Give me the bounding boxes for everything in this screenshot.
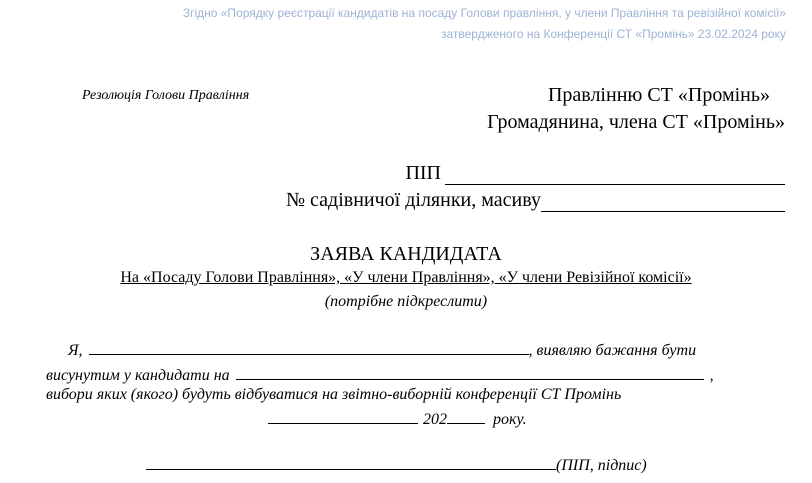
body-line-3: вибори яких (якого) будуть відбуватися на звітно-виборній конференції СТ Промінь <box>46 386 622 403</box>
signature-row <box>146 455 647 475</box>
year-suffix: року. <box>493 411 527 428</box>
document-title: ЗАЯВА КАНДИДАТА <box>310 243 502 265</box>
name-blank[interactable] <box>89 340 529 355</box>
year-prefix: 202 <box>423 411 447 428</box>
body-nominated-text: висунутим у кандидати на <box>46 367 230 384</box>
plot-label: № садівничої ділянки, масиву <box>285 189 541 211</box>
body-line-2 <box>46 365 714 385</box>
pip-blank[interactable] <box>445 166 785 185</box>
signature-blank[interactable] <box>146 455 556 470</box>
position-blank[interactable] <box>236 365 704 380</box>
addressee-line-2: Громадянина, члена СТ «Промінь» <box>487 111 785 133</box>
date-blank[interactable] <box>268 409 418 424</box>
plot-field <box>286 189 785 212</box>
resolution-label: Резолюція Голови Правління <box>82 88 250 103</box>
addressee-line-1: Правлінню СТ «Промінь» <box>547 84 770 106</box>
signature-label: (ПІП, підпис) <box>556 457 647 474</box>
underline-note: (потрібне підкреслити) <box>324 293 488 310</box>
position-options: На «Посаду Голови Правління», «У члени Правління», «У члени Ревізійної комісії» <box>120 269 692 286</box>
body-line-1 <box>68 340 696 360</box>
year-blank[interactable] <box>447 409 485 424</box>
body-line-4 <box>268 409 527 429</box>
body-comma: , <box>709 367 714 384</box>
body-i-label: Я, <box>68 342 83 359</box>
pip-label: ПІП <box>405 162 441 184</box>
plot-blank[interactable] <box>541 193 785 212</box>
header-line-2: затвердженого на Конференції СТ «Промінь» 23.02.2024 року <box>440 27 786 41</box>
body-desire-text: , виявляю бажання бути <box>528 342 697 359</box>
header-line-1: Згідно «Порядку реєстрації кандидатів на посаду Голови правління, у члени Правління та ревізійної комісії» <box>182 6 786 20</box>
pip-field <box>405 162 785 185</box>
